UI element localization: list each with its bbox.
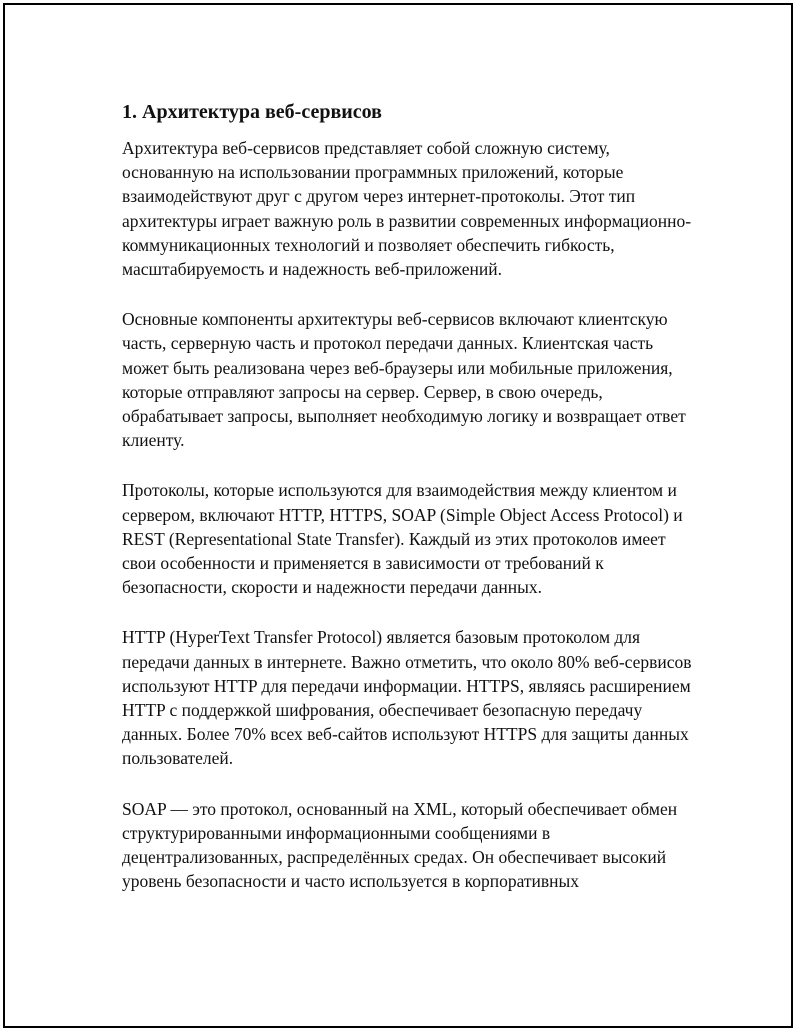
- paragraph-1: Архитектура веб-сервисов представляет собой сложную систему, основанную на использовании программных приложений, которые взаимодействуют друг с другом через интернет-протоколы. Этот тип архитектуры играет важную роль в развитии современных информационно-коммуникационных технологий и позволяет обеспечить гибкость, масштабируемость и надежность веб-приложений.: [122, 138, 692, 280]
- page-frame: [3, 3, 793, 1028]
- section-heading: 1. Архитектура веб-сервисов: [122, 101, 382, 123]
- paragraph-5: SOAP — это протокол, основанный на XML, который обеспечивает обмен структурированными информационными сообщениями в децентрализованных, распределённых средах. Он обеспечивает высокий уровень безопасности и часто используется в корпоративных: [122, 798, 678, 892]
- paragraph-4: HTTP (HyperText Transfer Protocol) является базовым протоколом для передачи данных в интернете. Важно отметить, что около 80% веб-сервисов используют HTTP для передачи информации. HTTPS, являясь расширением HTTP с поддержкой шифрования, обеспечивает безопасную передачу данных. Более 70% всех веб-сайтов используют HTTPS для защиты данных пользователей.: [122, 627, 692, 769]
- paragraph-2: Основные компоненты архитектуры веб-сервисов включают клиентскую часть, серверную часть и протокол передачи данных. Клиентская часть может быть реализована через веб-браузеры или мобильные приложения, которые отправляют запросы на сервер. Сервер, в свою очередь, обрабатывает запросы, выполняет необходимую логику и возвращает ответ клиенту.: [122, 309, 686, 451]
- document-body: [122, 98, 702, 919]
- paragraph-3: Протоколы, которые используются для взаимодействия между клиентом и сервером, включают HTTP, HTTPS, SOAP (Simple Object Access Protocol) и REST (Representational State Transfer). Каждый из этих протоколов имеет свои особенности и применяется в зависимости от требований к безопасности, скорости и надежности передачи данных.: [122, 480, 683, 598]
